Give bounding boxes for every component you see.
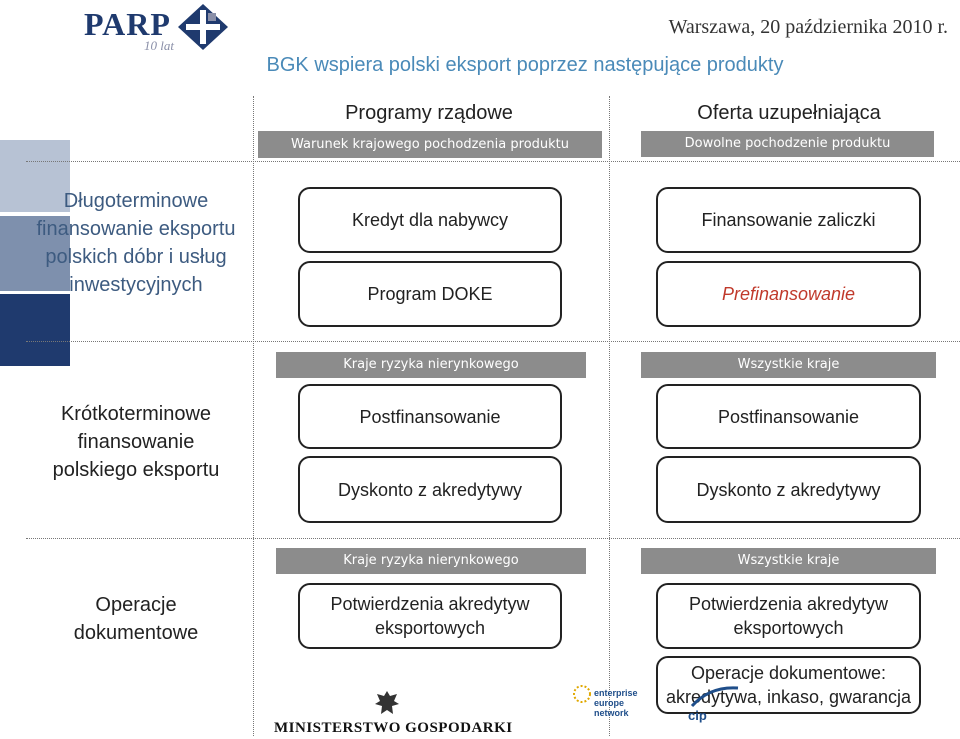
row-label-long-term: Długoterminowe finansowanie eksportu polskich dóbr i usług inwestycyjnych: [36, 190, 236, 296]
band-all-countries-docs: Wszystkie kraje: [641, 548, 936, 574]
ministry-of-economy-logo: MINISTERSTWO GOSPODARKI: [274, 720, 513, 736]
enterprise-europe-network-logo: enterprise europe network: [594, 688, 638, 718]
product-lc-confirmation-supp: Potwierdzenia akredytyw eksportowych: [656, 583, 921, 649]
accent-block-dark: [0, 294, 70, 366]
condition-band-any-origin: Dowolne pochodzenie produktu: [641, 131, 934, 157]
parp-logo-mark-icon: [176, 2, 230, 52]
condition-band-domestic-origin: Warunek krajowego pochodzenia produktu: [258, 131, 602, 158]
column-divider-right: [609, 96, 610, 736]
cip-swoosh-icon: [690, 684, 740, 708]
row-label-short-term: Krótkoterminowe finansowanie polskiego eksportu: [52, 403, 220, 481]
row-divider-middle: [26, 341, 960, 342]
product-lc-discount-gov: Dyskonto z akredytywy: [298, 456, 562, 523]
band-nonmarket-risk-docs: Kraje ryzyka nierynkowego: [276, 548, 586, 574]
band-nonmarket-risk-short: Kraje ryzyka nierynkowego: [276, 352, 586, 378]
product-lc-confirmation-gov: Potwierdzenia akredytyw eksportowych: [298, 583, 562, 649]
date-label: Warszawa, 20 października 2010 r.: [668, 16, 948, 38]
product-advance-financing: Finansowanie zaliczki: [656, 187, 921, 253]
parp-logo: PARP: [84, 6, 171, 42]
band-all-countries-short: Wszystkie kraje: [641, 352, 936, 378]
product-documentary-operations: Operacje dokumentowe: akredytywa, inkaso, gwarancja: [656, 656, 921, 714]
column-heading-supplementary: Oferta uzupełniająca: [697, 102, 881, 124]
polish-eagle-emblem-icon: [372, 688, 402, 718]
row-divider-bottom: [26, 538, 960, 539]
column-heading-government: Programy rządowe: [345, 102, 513, 124]
product-postfinancing-supp: Postfinansowanie: [656, 384, 921, 449]
product-prefinancing: Prefinansowanie: [656, 261, 921, 327]
een-stars-icon: [572, 684, 592, 704]
product-postfinancing-gov: Postfinansowanie: [298, 384, 562, 449]
parp-logo-subtitle: 10 lat: [144, 38, 174, 53]
column-divider-left: [253, 96, 254, 736]
row-label-documentary: Operacje dokumentowe: [73, 594, 199, 644]
row-divider-top: [26, 161, 960, 162]
product-lc-discount-supp: Dyskonto z akredytywy: [656, 456, 921, 523]
cip-logo: cip: [688, 708, 707, 723]
product-buyer-credit: Kredyt dla nabywcy: [298, 187, 562, 253]
slide-title: BGK wspiera polski eksport poprzez następujące produkty: [266, 54, 784, 76]
product-doke-program: Program DOKE: [298, 261, 562, 327]
